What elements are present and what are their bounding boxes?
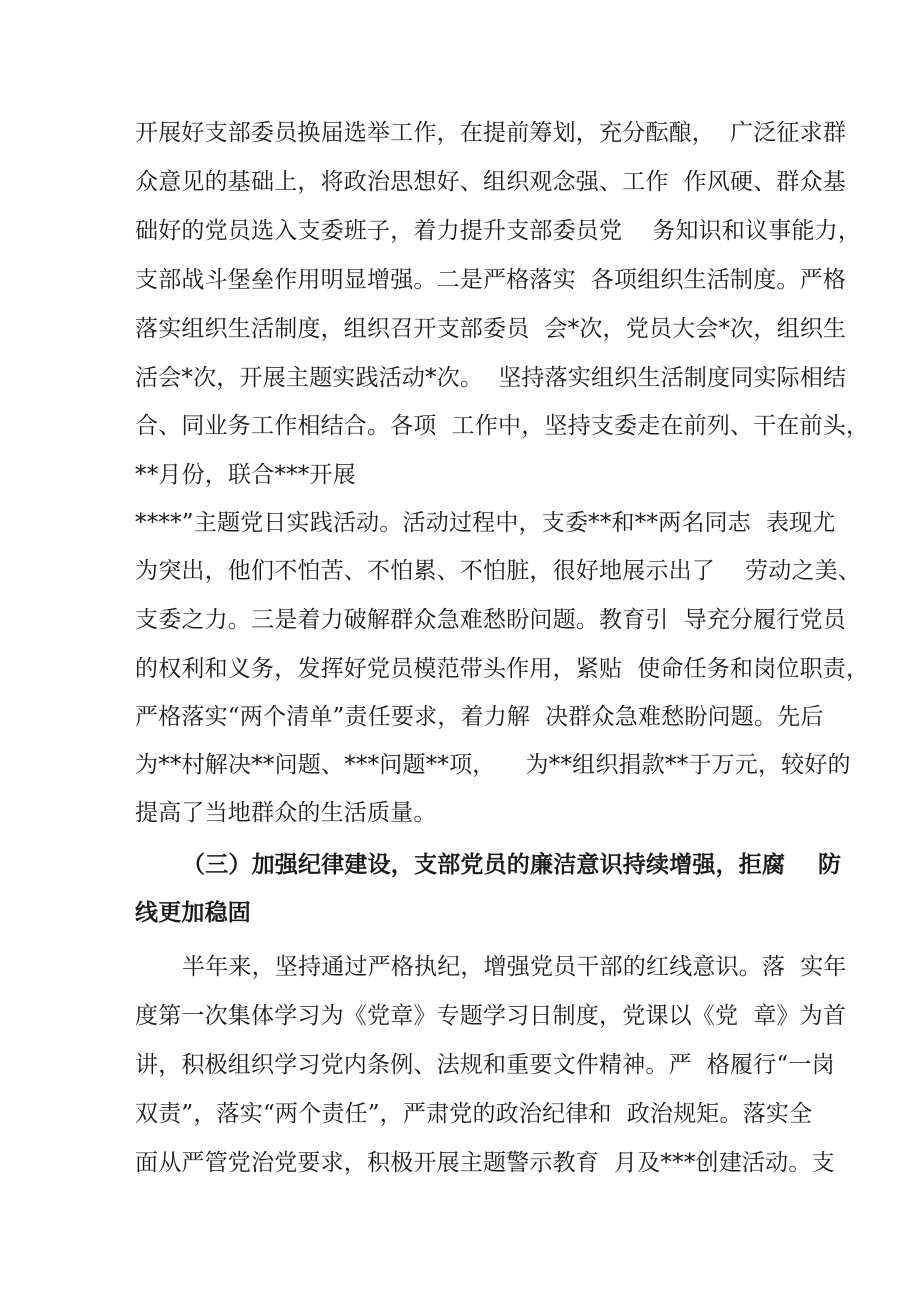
paragraph1-line-11: 支委之力。三是着力破解群众急难愁盼问题。教育引 导充分履行党员	[135, 607, 847, 633]
paragraph1-line-4: 支部战斗堡垒作用明显增强。二是严格落实 各项组织生活制度。严格	[135, 267, 847, 293]
paragraph2-line-4: 双责”，落实“两个责任”，严肃党的政治纪律和 政治规矩。落实全	[135, 1101, 813, 1127]
paragraph1-line-6: 活会*次，开展主题实践活动*次。 坚持落实组织生活制度同实际相结	[135, 365, 847, 391]
paragraph1-line-7: 合、同业务工作相结合。各项 工作中，坚持支委走在前列、干在前头，	[135, 413, 870, 439]
paragraph1-line-14: 为**村解决**问题、***问题**项， 为**组织捐款**于万元，较好的	[135, 752, 851, 778]
section3-heading-line-2: 线更加稳固	[135, 899, 251, 926]
paragraph2-line-3: 讲，积极组织学习党内条例、法规和重要文件精神。严 格履行“一岗	[135, 1052, 835, 1078]
paragraph2-line-1: 半年来，坚持通过严格执纪，增强党员干部的红线意识。落 实年	[182, 954, 847, 980]
paragraph1-line-3: 础好的党员选入支委班子，着力提升支部委员党 务知识和议事能力，	[135, 218, 862, 244]
paragraph2-line-5: 面从严管党治党要求，积极开展主题警示教育 月及***创建活动。支	[135, 1150, 835, 1176]
paragraph1-line-9: ****”主题党日实践活动。活动过程中，支委**和**两名同志 表现尤	[135, 510, 836, 536]
section3-heading-line-1: （三）加强纪律建设，支部党员的廉洁意识持续增强，拒腐 防	[182, 851, 842, 878]
paragraph1-line-15: 提高了当地群众的生活质量。	[135, 800, 437, 826]
paragraph1-line-10: 为突出，他们不怕苦、不怕累、不怕脏，很好地展示出了 劳动之美、	[135, 558, 862, 584]
paragraph1-line-2: 众意见的基础上，将政治思想好、组织观念强、工作 作风硬、群众基	[135, 169, 847, 195]
paragraph1-line-8: **月份，联合***开展	[135, 462, 356, 488]
paragraph1-line-12: 的权利和义务，发挥好党员模范带头作用，紧贴 使命任务和岗位职责，	[135, 656, 870, 682]
paragraph1-line-1: 开展好支部委员换届选举工作，在提前筹划，充分酝酿， 广泛征求群	[135, 120, 847, 146]
paragraph2-line-2: 度第一次集体学习为《党章》专题学习日制度，党课以《党 章》为首	[135, 1003, 847, 1029]
paragraph1-line-5: 落实组织生活制度，组织召开支部委员 会*次，党员大会*次，组织生	[135, 316, 847, 342]
paragraph1-line-13: 严格落实“两个清单”责任要求，着力解 决群众急难愁盼问题。先后	[135, 704, 824, 730]
